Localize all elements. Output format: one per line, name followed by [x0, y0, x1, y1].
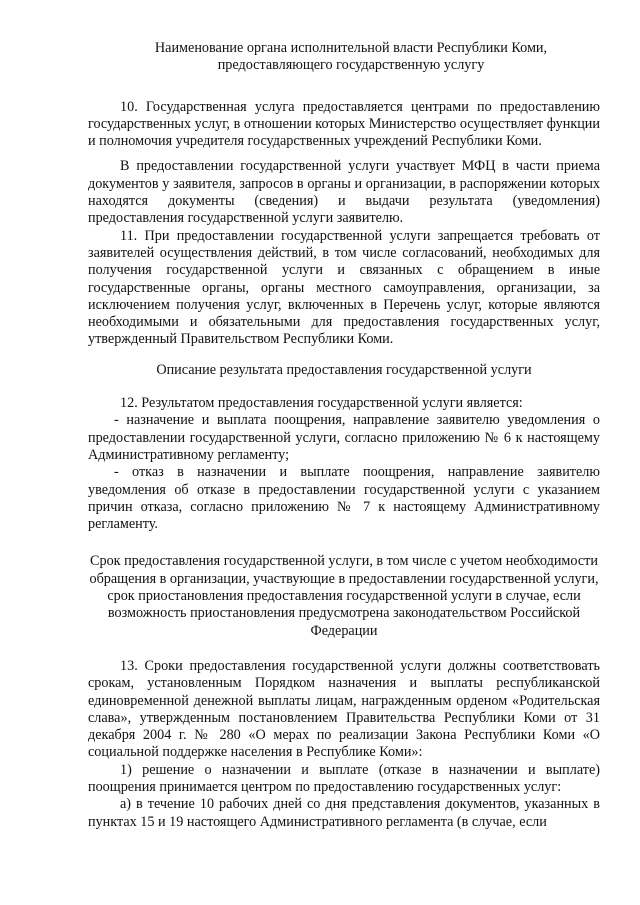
paragraph-12-item-grant: - назначение и выплата поощрения, направление заявителю уведомления о предоставлении государственной услуги, согласно приложению № 6 к настоящему Административному регламенту; [88, 412, 600, 463]
paragraph-13-item-1: 1) решение о назначении и выплате (отказе в назначении и выплате) поощрения принимается центром по предоставлению государственных услуг: [88, 761, 600, 795]
heading-result: Описание результата предоставления государственной услуги [156, 361, 532, 378]
heading-term: Срок предоставления государственной услуги, в том числе с учетом необходимости обращения в организации, участвующие в предоставлении государственной услуги, срок приостановления предоставления государственной услуги в случае, если возможность приостановления предусмотрена законодательством Российской Федерации [89, 553, 599, 639]
paragraph-11: 11. При предоставлении государственной услуги запрещается требовать от заявителей осуществления действий, в том числе согласований, необходимых для получения государственной услуги и связанных с обращением в иные государственные органы, органы местного самоуправления, организации, за исключением получения услуг, включенных в Перечень услуг, которые являются необходимыми и обязательными для предоставления государственных услуг, утвержденный Правительством Республики Коми. [88, 227, 600, 348]
paragraph-13-item-1a: а) в течение 10 рабочих дней со дня представления документов, указанных в пунктах 15 и 19 настоящего Административного регламента (в случае, если [88, 796, 600, 830]
paragraph-13: 13. Сроки предоставления государственной услуги должны соответствовать срокам, установленным Порядком назначения и выплаты республиканской единовременной денежной выплаты лицам, награжденным орденом «Родительская слава», утвержденным постановлением Правительства Республики Коми от 31 декабря 2004 г. № 280 «О мерах по реализации Закона Республики Коми «О социальной поддержке населения в Республике Коми»: [88, 657, 600, 761]
heading-authority: Наименование органа исполнительной власти Республики Коми, предоставляющего государственную услугу [154, 40, 548, 74]
paragraph-12: 12. Результатом предоставления государственной услуги является: [120, 395, 523, 412]
document-page [88, 40, 600, 831]
paragraph-12-item-refusal: - отказ в назначении и выплате поощрения, направление заявителю уведомления об отказе в предоставлении государственной услуги с указанием причин отказа, согласно приложению № 7 к настоящему Административному регламенту. [88, 464, 600, 533]
paragraph-10: 10. Государственная услуга предоставляется центрами по предоставлению государственных услуг, в отношении которых Министерство осуществляет функции и полномочия учредителя государственных учреждений Республики Коми. [88, 98, 600, 150]
paragraph-10-mfc: В предоставлении государственной услуги участвует МФЦ в части приема документов у заявителя, запросов в органы и организации, в распоряжении которых находятся документы (сведения) и выдачи результата (уведомления) предоставления государственной услуги заявителю. [88, 158, 600, 227]
